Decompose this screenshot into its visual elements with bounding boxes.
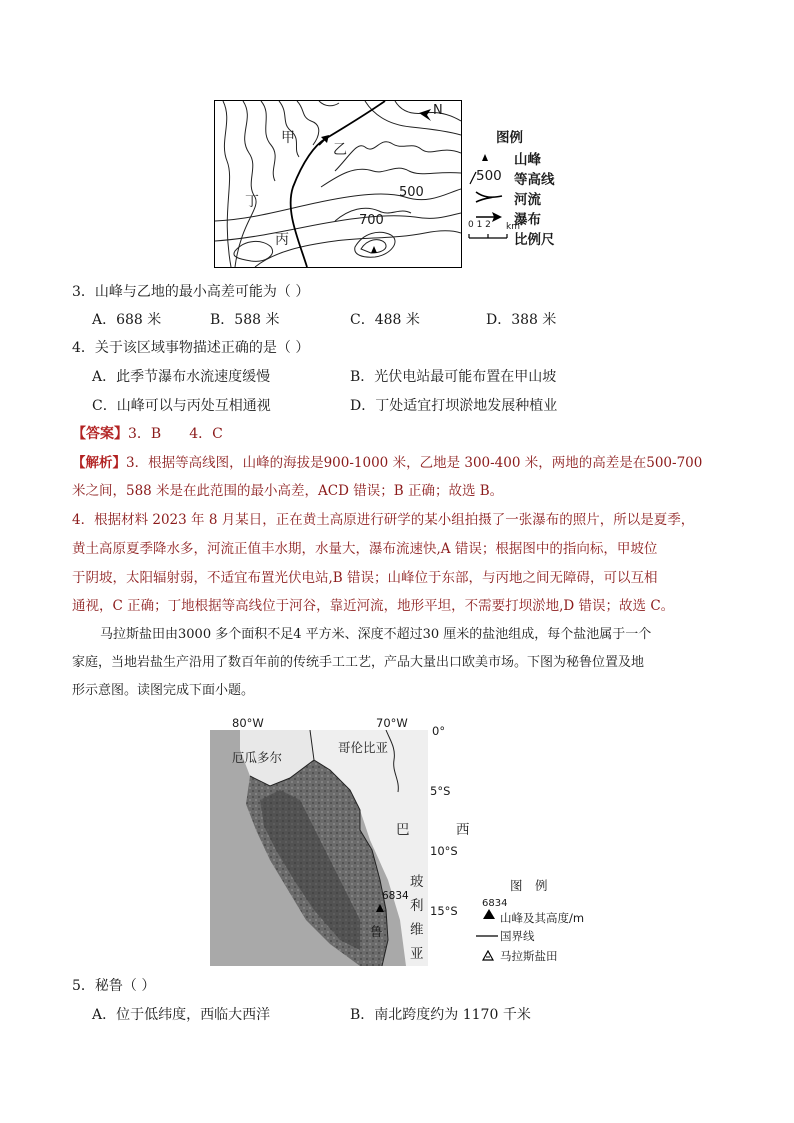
figure1-legend (468, 122, 578, 262)
lat-15s: 15°S (430, 904, 458, 918)
analysis-line-4: 黄土高原夏季降水多，河流正值丰水期，水量大，瀑布流速快,A 错误；根据图中的指向标，甲坡位 (72, 541, 658, 557)
lon-80w: 80°W (232, 716, 264, 730)
label-yi: 乙 (333, 142, 347, 158)
legend-contour: 等高线 (514, 172, 555, 188)
q5-option-a: A．位于低纬度，西临大西洋 (92, 1007, 271, 1023)
lon-70w: 70°W (376, 716, 408, 730)
answer-line (72, 424, 223, 444)
q3-option-b: B．588 米 (210, 312, 280, 328)
q3-option-d: D．388 米 (486, 312, 557, 328)
label-colombia: 哥伦比亚 (338, 740, 389, 755)
legend-border-icon (476, 934, 498, 938)
analysis-line-2: 米之间，588 米是在此范围的最小高差，ACD 错误；B 正确；故选 B。 (72, 483, 504, 499)
scale-bar-icon (468, 232, 508, 240)
lat-0: 0° (432, 724, 446, 738)
label-bing: 丙 (275, 232, 289, 248)
q4-option-d: D．丁处适宜打坝淤地发展种植业 (350, 398, 558, 414)
q4-option-b: B．光伏电站最可能布置在甲山坡 (350, 369, 557, 385)
legend-title: 图例 (496, 130, 523, 146)
analysis-tag: 【解析】 (72, 455, 126, 471)
legend-peak: 山峰 (514, 152, 541, 168)
legend-contour-number: 500 (476, 168, 502, 184)
salt-field-icon (482, 950, 494, 961)
q3-option-a: A．688 米 (92, 312, 162, 328)
contour-lines (215, 101, 461, 267)
material-line-2: 家庭，当地岩盐生产沿用了数百年前的传统手工工艺，产品大量出口欧美市场。下图为秘鲁位置及地 (72, 655, 645, 670)
legend-border: 国界线 (500, 929, 535, 943)
analysis-line-3: 4．根据材料 2023 年 8 月某日，正在黄土高原进行研学的某小组拍摄了一张瀑布的照片，所以是夏季， (72, 512, 695, 528)
label-peru-partial: 鲁 (370, 924, 383, 939)
label-bolivia-1: 玻 (410, 874, 424, 890)
scale-numbers: 0 1 2 (468, 220, 491, 230)
contour-label-500: 500 (399, 185, 424, 200)
legend-peak-number: 6834 (482, 898, 508, 909)
label-bolivia-2: 利 (410, 898, 424, 914)
peak-icon (480, 152, 490, 162)
q5-option-b: B．南北跨度约为 1170 千米 (350, 1007, 531, 1023)
figure2-legend-title: 图 例 (510, 878, 548, 893)
legend-scale: 比例尺 (514, 232, 555, 248)
scale-unit: km (506, 222, 520, 232)
label-brazil-2: 西 (456, 822, 470, 838)
label-ecuador: 厄瓜多尔 (232, 750, 283, 765)
label-bolivia-4: 亚 (410, 946, 424, 962)
lat-10s: 10°S (430, 844, 458, 858)
label-jia: 甲 (281, 130, 295, 146)
analysis-line-6: 通视，C 正确；丁地根据等高线位于河谷，靠近河流，地形平坦，不需要打坝淤地,D 错误；故选 C。 (72, 598, 675, 614)
analysis-text-1: 3．根据等高线图，山峰的海拔是900-1000 米，乙地是 300-400 米，两地的高差是在500-700 (126, 455, 703, 471)
map-peak-height: 6834 (382, 890, 409, 902)
peru-map-figure (210, 716, 592, 966)
q3-option-c: C．488 米 (350, 312, 420, 328)
analysis-line-5: 于阴坡，太阳辐射弱，不适宜布置光伏电站,B 错误；山峰位于东部，与丙地之间无障碍，可以互相 (72, 570, 658, 586)
label-bolivia-3: 维 (410, 922, 424, 938)
material-line-3: 形示意图。读图完成下面小题。 (72, 683, 255, 698)
river-icon (474, 190, 504, 204)
legend-peak-icon (482, 908, 496, 920)
contour-map (214, 100, 462, 268)
legend-waterfall: 瀑布 (514, 212, 541, 228)
q4-option-c: C．山峰可以与丙处互相通视 (92, 398, 271, 414)
label-ding: 丁 (245, 194, 259, 210)
question-5-stem: 5．秘鲁（ ） (72, 978, 156, 994)
lat-5s: 5°S (430, 784, 451, 798)
question-4-stem: 4．关于该区域事物描述正确的是（ ） (72, 340, 310, 356)
legend-river: 河流 (514, 192, 541, 208)
legend-peak-height: 山峰及其高度/m (500, 911, 585, 925)
contour-label-700: 700 (359, 213, 384, 228)
north-label: N (433, 103, 443, 118)
q4-option-a: A．此季节瀑布水流速度缓慢 (92, 369, 271, 385)
label-brazil-1: 巴 (396, 822, 410, 838)
answer-tag: 【答案】 (72, 426, 128, 442)
material-line-1: 马拉斯盐田由3000 多个面积不足4 平方米、深度不超过30 厘米的盐池组成，每个盐池属于一个 (100, 627, 652, 642)
analysis-line-1 (72, 453, 702, 473)
answer-text: 3．B 4．C (128, 426, 223, 442)
peru-terrain-map (210, 730, 428, 966)
legend-salt-field: 马拉斯盐田 (500, 949, 558, 963)
question-3-stem: 3．山峰与乙地的最小高差可能为（ ） (72, 284, 310, 300)
